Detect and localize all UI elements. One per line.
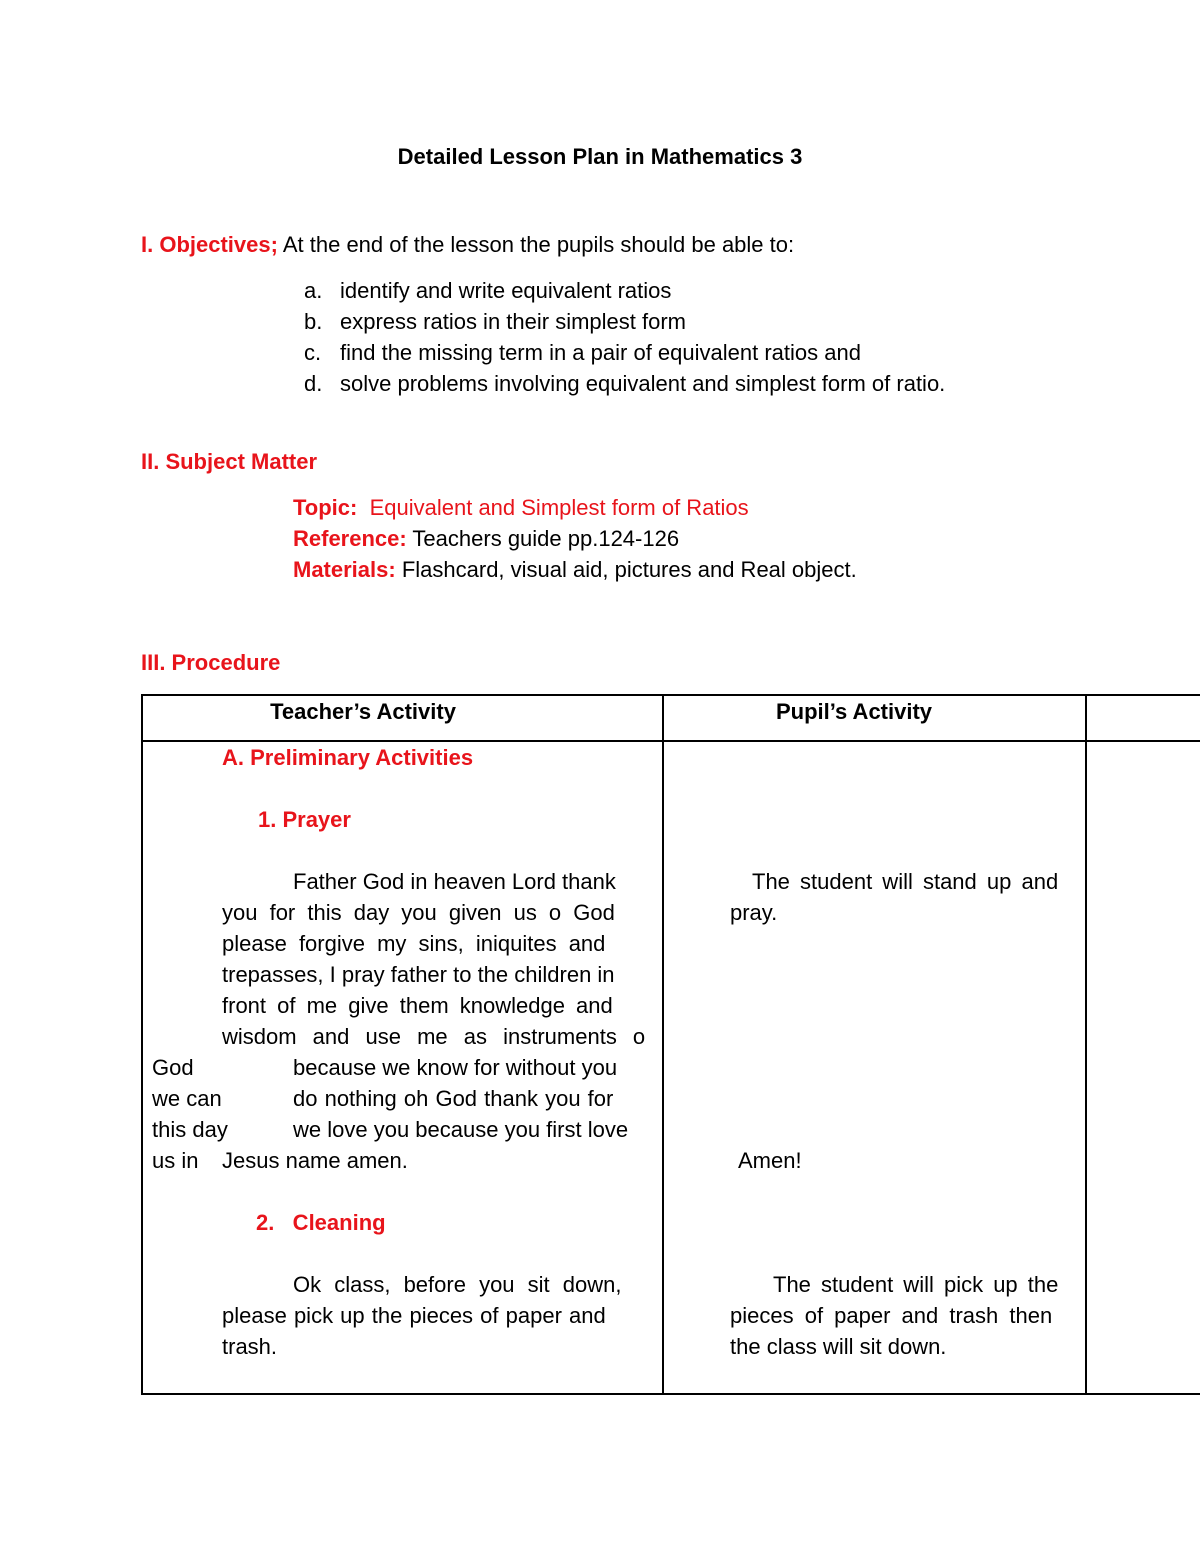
objective-item <box>304 306 686 337</box>
objective-item <box>304 368 945 399</box>
prayer-split-left: this day <box>152 1117 228 1142</box>
table-column-divider <box>1085 694 1087 1395</box>
column-header-pupil: Pupil’s Activity <box>775 699 933 724</box>
cleaning-heading <box>256 1207 386 1238</box>
objective-text: identify and write equivalent ratios <box>340 278 672 303</box>
prayer-split-left: God <box>152 1055 194 1080</box>
pupil-cleaning-line: the class will sit down. <box>730 1334 947 1359</box>
prayer-line: Father God in heaven Lord thank <box>293 869 616 894</box>
prayer-line-text: you for this day you given us o God <box>222 900 615 925</box>
pupil-amen: Amen! <box>738 1148 802 1173</box>
cleaning-line: trash. <box>222 1334 278 1359</box>
objective-letter: a. <box>304 278 323 303</box>
table-border-bottom <box>141 1393 1200 1395</box>
objective-text: find the missing term in a pair of equivalent ratios and <box>340 340 861 365</box>
document-title: Detailed Lesson Plan in Mathematics 3 <box>397 144 803 169</box>
objective-item <box>304 337 861 368</box>
prayer-heading: 1. Prayer <box>258 807 351 832</box>
prayer-line: please forgive my sins, iniquites and <box>222 931 606 956</box>
prayer-split-left: us in <box>152 1148 199 1173</box>
procedure-heading: III. Procedure <box>141 650 281 675</box>
objective-item <box>304 275 671 306</box>
objective-letter: c. <box>304 340 322 365</box>
materials-value: Flashcard, visual aid, pictures and Real object. <box>395 557 857 582</box>
prayer-split-right: because we know for without you <box>293 1055 618 1080</box>
topic-value: Equivalent and Simplest form of Ratios <box>369 495 749 520</box>
prayer-split-right: do nothing oh God thank you for <box>293 1086 614 1111</box>
reference-line <box>293 523 679 554</box>
materials-line <box>293 554 857 585</box>
cleaning-heading-text: 2. Cleaning <box>256 1210 386 1235</box>
objectives-intro: At the end of the lesson the pupils should be able to: <box>277 232 795 257</box>
reference-label: Reference: <box>293 526 407 551</box>
preliminary-heading: A. Preliminary Activities <box>222 745 474 770</box>
cleaning-line: please pick up the pieces of paper and <box>222 1303 606 1328</box>
subject-matter-heading: II. Subject Matter <box>141 449 318 474</box>
objective-letter: b. <box>304 309 323 334</box>
pupil-prayer-line: The student will stand up and <box>752 869 1059 894</box>
objectives-heading: I. Objectives; <box>141 232 278 257</box>
pupil-prayer-line: pray. <box>730 900 778 925</box>
materials-label: Materials: <box>293 557 396 582</box>
pupil-cleaning-line: pieces of paper and trash then <box>730 1303 1053 1328</box>
prayer-line: front of me give them knowledge and <box>222 993 613 1018</box>
pupil-cleaning-line: The student will pick up the <box>773 1272 1059 1297</box>
table-column-divider <box>662 694 664 1395</box>
prayer-split-right: we love you because you first love <box>293 1117 629 1142</box>
reference-value: Teachers guide pp.124-126 <box>406 526 680 551</box>
prayer-split-left: we can <box>152 1086 222 1111</box>
prayer-line: trepasses, I pray father to the children in <box>222 962 615 987</box>
cleaning-line: Ok class, before you sit down, <box>293 1272 622 1297</box>
objectives-line <box>141 229 794 260</box>
column-header-teacher: Teacher’s Activity <box>270 699 456 724</box>
objective-text: express ratios in their simplest form <box>340 309 686 334</box>
topic-line <box>293 492 749 523</box>
objective-letter: d. <box>304 371 323 396</box>
table-border-left <box>141 694 143 1395</box>
topic-label: Topic: <box>293 495 358 520</box>
prayer-line: wisdom and use me as instruments o <box>222 1024 646 1049</box>
prayer-line <box>222 897 638 928</box>
prayer-split-right: Jesus name amen. <box>222 1148 408 1173</box>
objective-text: solve problems involving equivalent and simplest form of ratio. <box>340 371 946 396</box>
